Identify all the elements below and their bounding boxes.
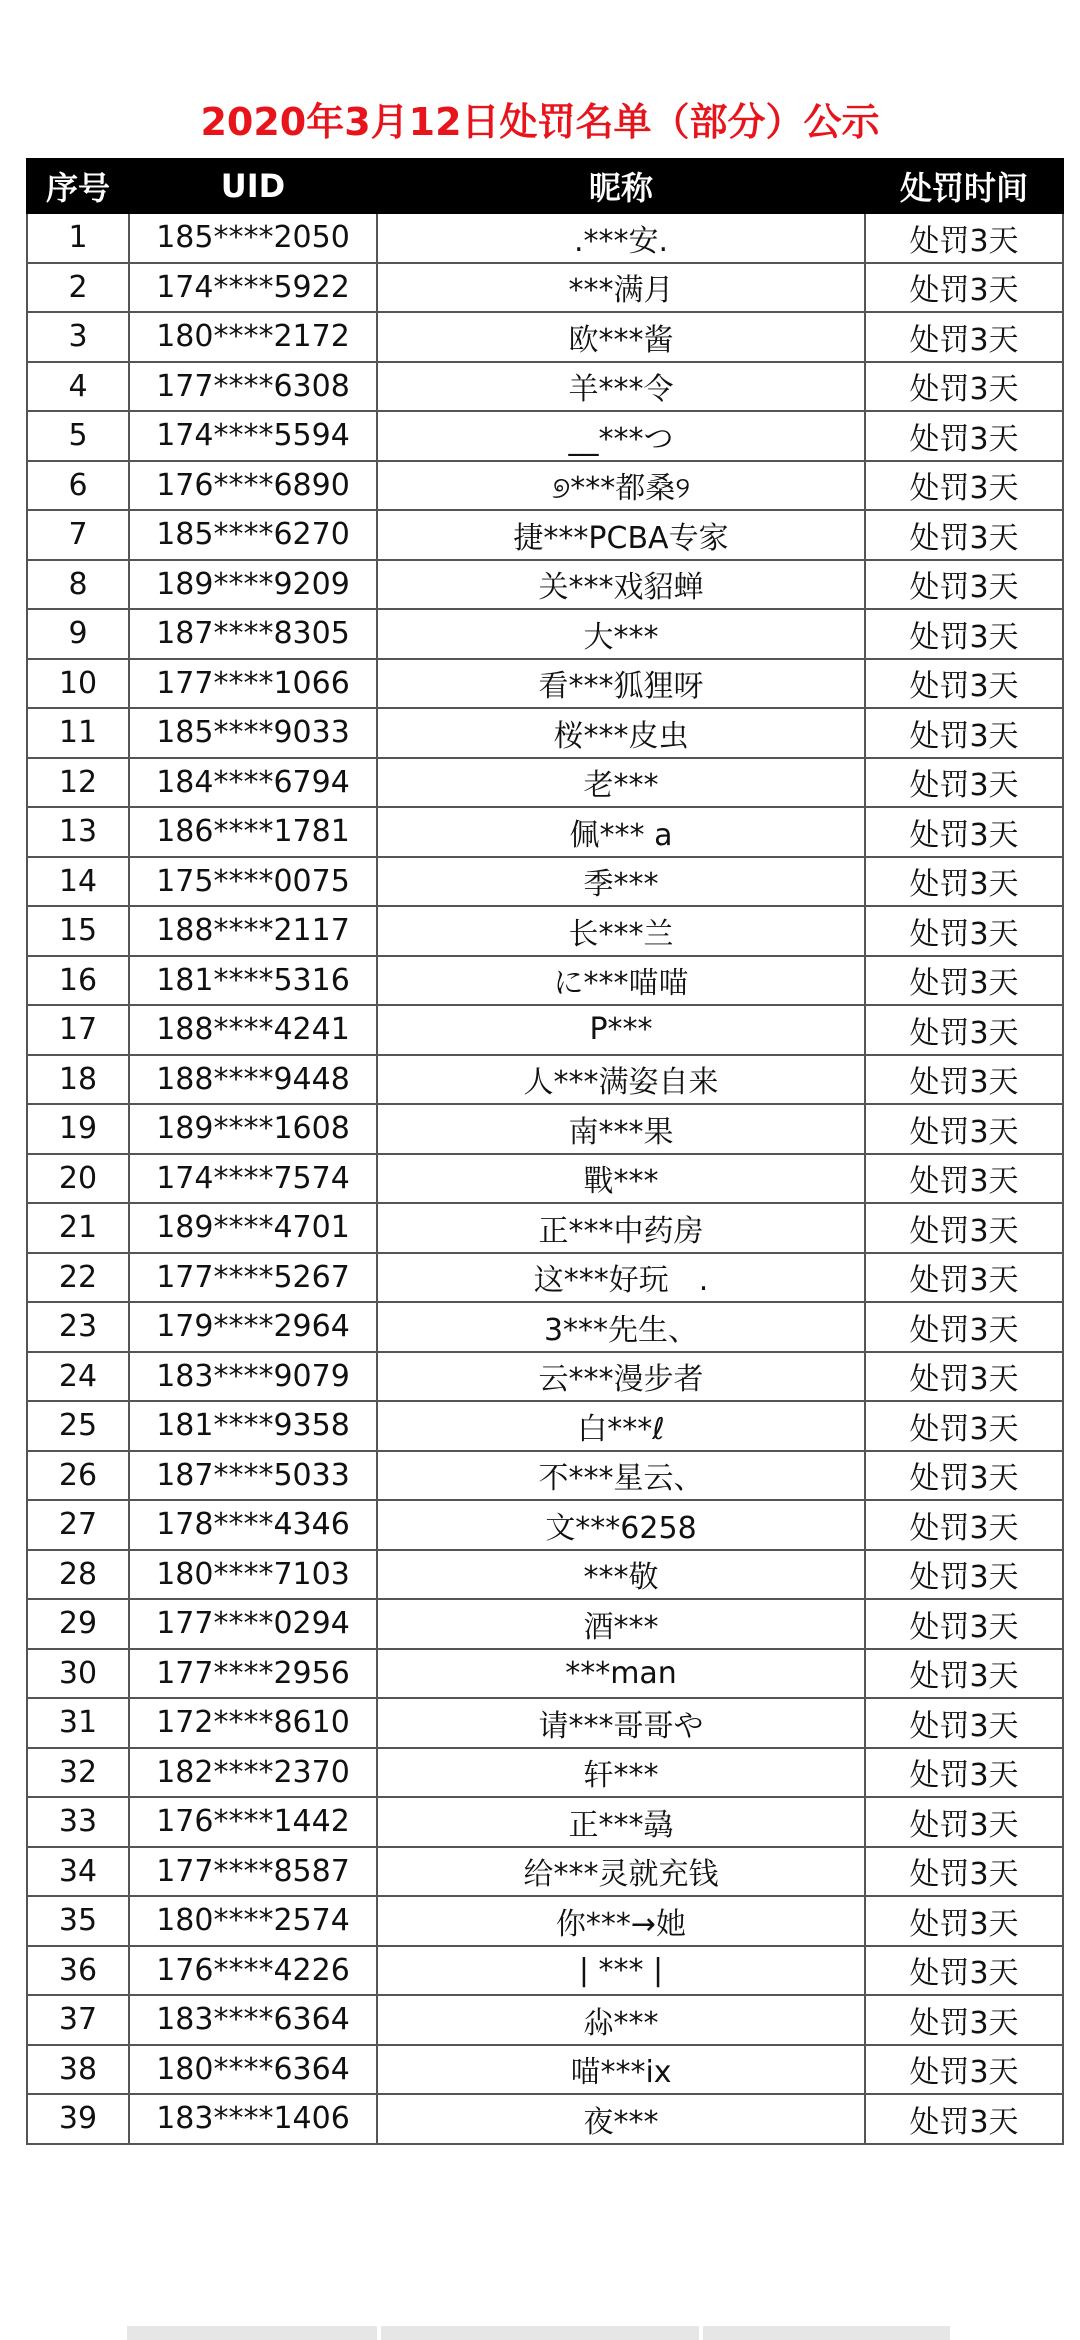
penalty-time-cell: 处罚3天 <box>865 1797 1063 1847</box>
row-number-cell: 27 <box>27 1500 129 1550</box>
nickname-cell: 戰*** <box>377 1154 865 1204</box>
uid-cell: 182****2370 <box>129 1748 377 1798</box>
table-body <box>27 213 1063 2144</box>
uid-cell: 181****9358 <box>129 1401 377 1451</box>
penalty-time-cell: 处罚3天 <box>865 510 1063 560</box>
header-row <box>27 159 1063 213</box>
nickname-cell: 南***果 <box>377 1104 865 1154</box>
nickname-cell: 白***ℓ <box>377 1401 865 1451</box>
table-row <box>27 1896 1063 1946</box>
uid-cell: 174****7574 <box>129 1154 377 1204</box>
row-number-cell: 30 <box>27 1649 129 1699</box>
row-number-cell: 29 <box>27 1599 129 1649</box>
row-number-cell: 17 <box>27 1005 129 1055</box>
penalty-time-cell: 处罚3天 <box>865 1253 1063 1303</box>
uid-cell: 178****4346 <box>129 1500 377 1550</box>
penalty-time-cell: 处罚3天 <box>865 807 1063 857</box>
row-number-cell: 21 <box>27 1203 129 1253</box>
nickname-cell: | *** | <box>377 1946 865 1996</box>
penalty-time-cell: 处罚3天 <box>865 1946 1063 1996</box>
row-number-cell: 13 <box>27 807 129 857</box>
table-row <box>27 560 1063 610</box>
nickname-cell: 请***哥哥や <box>377 1698 865 1748</box>
penalty-time-cell: 处罚3天 <box>865 2094 1063 2144</box>
row-number-cell: 23 <box>27 1302 129 1352</box>
uid-cell: 180****6364 <box>129 2045 377 2095</box>
bottom-edge-segment <box>381 2326 699 2340</box>
uid-cell: 183****9079 <box>129 1352 377 1402</box>
nickname-cell: 尛*** <box>377 1995 865 2045</box>
uid-cell: 177****2956 <box>129 1649 377 1699</box>
nickname-cell: 长***兰 <box>377 906 865 956</box>
uid-cell: 174****5594 <box>129 411 377 461</box>
table-row <box>27 1253 1063 1303</box>
uid-cell: 181****5316 <box>129 956 377 1006</box>
penalty-time-cell: 处罚3天 <box>865 1104 1063 1154</box>
table-row <box>27 1797 1063 1847</box>
row-number-cell: 25 <box>27 1401 129 1451</box>
penalty-time-cell: 处罚3天 <box>865 2045 1063 2095</box>
nickname-cell: 3***先生、 <box>377 1302 865 1352</box>
row-number-cell: 26 <box>27 1451 129 1501</box>
nickname-cell: 人***满姿自来 <box>377 1055 865 1105</box>
nickname-cell: 酒*** <box>377 1599 865 1649</box>
table-header <box>27 159 1063 213</box>
table-row <box>27 807 1063 857</box>
penalty-time-cell: 处罚3天 <box>865 1847 1063 1897</box>
nickname-cell: 夜*** <box>377 2094 865 2144</box>
table-row <box>27 906 1063 956</box>
table-row <box>27 1748 1063 1798</box>
nickname-cell: 云***漫步者 <box>377 1352 865 1402</box>
uid-cell: 183****6364 <box>129 1995 377 2045</box>
penalty-time-cell: 处罚3天 <box>865 659 1063 709</box>
nickname-cell: 正***骉 <box>377 1797 865 1847</box>
table-row <box>27 1154 1063 1204</box>
uid-cell: 174****5922 <box>129 263 377 313</box>
row-number-cell: 33 <box>27 1797 129 1847</box>
table-row <box>27 2094 1063 2144</box>
uid-cell: 185****2050 <box>129 213 377 263</box>
nickname-cell: 欧***酱 <box>377 312 865 362</box>
table-row <box>27 708 1063 758</box>
uid-cell: 187****8305 <box>129 609 377 659</box>
table-row <box>27 510 1063 560</box>
nickname-cell: ***man <box>377 1649 865 1699</box>
column-header-penalty-time: 处罚时间 <box>865 159 1063 213</box>
table-row <box>27 263 1063 313</box>
uid-cell: 180****7103 <box>129 1550 377 1600</box>
penalty-time-cell: 处罚3天 <box>865 461 1063 511</box>
penalty-time-cell: 处罚3天 <box>865 1500 1063 1550</box>
penalty-time-cell: 处罚3天 <box>865 1995 1063 2045</box>
nickname-cell: に***喵喵 <box>377 956 865 1006</box>
uid-cell: 180****2172 <box>129 312 377 362</box>
uid-cell: 180****2574 <box>129 1896 377 1946</box>
penalty-time-cell: 处罚3天 <box>865 1055 1063 1105</box>
row-number-cell: 12 <box>27 758 129 808</box>
table-row <box>27 1599 1063 1649</box>
nickname-cell: 不***星云、 <box>377 1451 865 1501</box>
penalty-time-cell: 处罚3天 <box>865 1005 1063 1055</box>
uid-cell: 189****1608 <box>129 1104 377 1154</box>
penalty-time-cell: 处罚3天 <box>865 560 1063 610</box>
uid-cell: 185****9033 <box>129 708 377 758</box>
row-number-cell: 24 <box>27 1352 129 1402</box>
nickname-cell: 桜***皮虫 <box>377 708 865 758</box>
uid-cell: 179****2964 <box>129 1302 377 1352</box>
nickname-cell: 你***→她 <box>377 1896 865 1946</box>
table-row <box>27 1698 1063 1748</box>
table-row <box>27 1401 1063 1451</box>
row-number-cell: 39 <box>27 2094 129 2144</box>
penalty-time-cell: 处罚3天 <box>865 758 1063 808</box>
row-number-cell: 7 <box>27 510 129 560</box>
uid-cell: 176****6890 <box>129 461 377 511</box>
uid-cell: 185****6270 <box>129 510 377 560</box>
table-row <box>27 1451 1063 1501</box>
column-header-no: 序号 <box>27 159 129 213</box>
row-number-cell: 16 <box>27 956 129 1006</box>
nickname-cell: 季*** <box>377 857 865 907</box>
nickname-cell: 羊***令 <box>377 362 865 412</box>
uid-cell: 188****9448 <box>129 1055 377 1105</box>
row-number-cell: 10 <box>27 659 129 709</box>
penalty-time-cell: 处罚3天 <box>865 263 1063 313</box>
row-number-cell: 37 <box>27 1995 129 2045</box>
penalty-time-cell: 处罚3天 <box>865 1698 1063 1748</box>
penalty-time-cell: 处罚3天 <box>865 906 1063 956</box>
row-number-cell: 3 <box>27 312 129 362</box>
penalty-time-cell: 处罚3天 <box>865 1401 1063 1451</box>
row-number-cell: 28 <box>27 1550 129 1600</box>
penalty-time-cell: 处罚3天 <box>865 1451 1063 1501</box>
table-row <box>27 1005 1063 1055</box>
uid-cell: 176****1442 <box>129 1797 377 1847</box>
row-number-cell: 4 <box>27 362 129 412</box>
row-number-cell: 5 <box>27 411 129 461</box>
nickname-cell: 佩*** a <box>377 807 865 857</box>
penalty-time-cell: 处罚3天 <box>865 312 1063 362</box>
penalty-time-cell: 处罚3天 <box>865 857 1063 907</box>
table-row <box>27 1649 1063 1699</box>
column-header-nickname: 昵称 <box>377 159 865 213</box>
table-row <box>27 2045 1063 2095</box>
penalty-time-cell: 处罚3天 <box>865 1896 1063 1946</box>
penalty-time-cell: 处罚3天 <box>865 1352 1063 1402</box>
row-number-cell: 1 <box>27 213 129 263</box>
nickname-cell: .***安. <box>377 213 865 263</box>
uid-cell: 189****9209 <box>129 560 377 610</box>
row-number-cell: 15 <box>27 906 129 956</box>
penalty-time-cell: 处罚3天 <box>865 362 1063 412</box>
nickname-cell: ***敬 <box>377 1550 865 1600</box>
table-row <box>27 659 1063 709</box>
nickname-cell: 捷***PCBA专家 <box>377 510 865 560</box>
table-row <box>27 461 1063 511</box>
nickname-cell: 文***6258 <box>377 1500 865 1550</box>
penalty-time-cell: 处罚3天 <box>865 1599 1063 1649</box>
row-number-cell: 22 <box>27 1253 129 1303</box>
uid-cell: 177****5267 <box>129 1253 377 1303</box>
row-number-cell: 31 <box>27 1698 129 1748</box>
nickname-cell: __***つ <box>377 411 865 461</box>
row-number-cell: 8 <box>27 560 129 610</box>
column-header-uid: UID <box>129 159 377 213</box>
nickname-cell: 关***戏貂蝉 <box>377 560 865 610</box>
row-number-cell: 19 <box>27 1104 129 1154</box>
penalty-time-cell: 处罚3天 <box>865 609 1063 659</box>
row-number-cell: 20 <box>27 1154 129 1204</box>
penalty-time-cell: 处罚3天 <box>865 956 1063 1006</box>
nickname-cell: 老*** <box>377 758 865 808</box>
penalty-time-cell: 处罚3天 <box>865 213 1063 263</box>
table-row <box>27 362 1063 412</box>
row-number-cell: 36 <box>27 1946 129 1996</box>
table-row <box>27 1946 1063 1996</box>
row-number-cell: 34 <box>27 1847 129 1897</box>
uid-cell: 175****0075 <box>129 857 377 907</box>
table-row <box>27 857 1063 907</box>
uid-cell: 176****4226 <box>129 1946 377 1996</box>
table-row <box>27 1847 1063 1897</box>
table-row <box>27 312 1063 362</box>
uid-cell: 184****6794 <box>129 758 377 808</box>
row-number-cell: 35 <box>27 1896 129 1946</box>
penalty-table <box>26 158 1064 2145</box>
nickname-cell: ୭***都桑୨ <box>377 461 865 511</box>
table-row <box>27 411 1063 461</box>
uid-cell: 177****6308 <box>129 362 377 412</box>
uid-cell: 177****8587 <box>129 1847 377 1897</box>
nickname-cell: 正***中药房 <box>377 1203 865 1253</box>
uid-cell: 187****5033 <box>129 1451 377 1501</box>
nickname-cell: 轩*** <box>377 1748 865 1798</box>
penalty-time-cell: 处罚3天 <box>865 708 1063 758</box>
nickname-cell: 喵***ix <box>377 2045 865 2095</box>
nickname-cell: P*** <box>377 1005 865 1055</box>
table-row <box>27 1352 1063 1402</box>
nickname-cell: 给***灵就充钱 <box>377 1847 865 1897</box>
penalty-time-cell: 处罚3天 <box>865 1154 1063 1204</box>
uid-cell: 183****1406 <box>129 2094 377 2144</box>
row-number-cell: 11 <box>27 708 129 758</box>
table-row <box>27 609 1063 659</box>
penalty-time-cell: 处罚3天 <box>865 1203 1063 1253</box>
uid-cell: 172****8610 <box>129 1698 377 1748</box>
uid-cell: 186****1781 <box>129 807 377 857</box>
row-number-cell: 6 <box>27 461 129 511</box>
uid-cell: 189****4701 <box>129 1203 377 1253</box>
table-row <box>27 1500 1063 1550</box>
row-number-cell: 2 <box>27 263 129 313</box>
nickname-cell: 大*** <box>377 609 865 659</box>
table-row <box>27 1104 1063 1154</box>
table-row <box>27 1995 1063 2045</box>
penalty-time-cell: 处罚3天 <box>865 1550 1063 1600</box>
row-number-cell: 32 <box>27 1748 129 1798</box>
row-number-cell: 38 <box>27 2045 129 2095</box>
penalty-time-cell: 处罚3天 <box>865 1649 1063 1699</box>
row-number-cell: 18 <box>27 1055 129 1105</box>
table-row <box>27 758 1063 808</box>
uid-cell: 177****0294 <box>129 1599 377 1649</box>
row-number-cell: 9 <box>27 609 129 659</box>
bottom-edge-segment <box>127 2326 377 2340</box>
table-row <box>27 1302 1063 1352</box>
bottom-edge-segment <box>703 2326 950 2340</box>
uid-cell: 188****2117 <box>129 906 377 956</box>
penalty-time-cell: 处罚3天 <box>865 1302 1063 1352</box>
nickname-cell: 看***狐狸呀 <box>377 659 865 709</box>
table-row <box>27 213 1063 263</box>
row-number-cell: 14 <box>27 857 129 907</box>
uid-cell: 177****1066 <box>129 659 377 709</box>
nickname-cell: ***满月 <box>377 263 865 313</box>
table-row <box>27 1203 1063 1253</box>
table-row <box>27 956 1063 1006</box>
uid-cell: 188****4241 <box>129 1005 377 1055</box>
table-row <box>27 1550 1063 1600</box>
nickname-cell: 这***好玩 . <box>377 1253 865 1303</box>
penalty-time-cell: 处罚3天 <box>865 1748 1063 1798</box>
penalty-time-cell: 处罚3天 <box>865 411 1063 461</box>
page-title: 2020年3月12日处罚名单（部分）公示 <box>200 100 880 144</box>
table-row <box>27 1055 1063 1105</box>
